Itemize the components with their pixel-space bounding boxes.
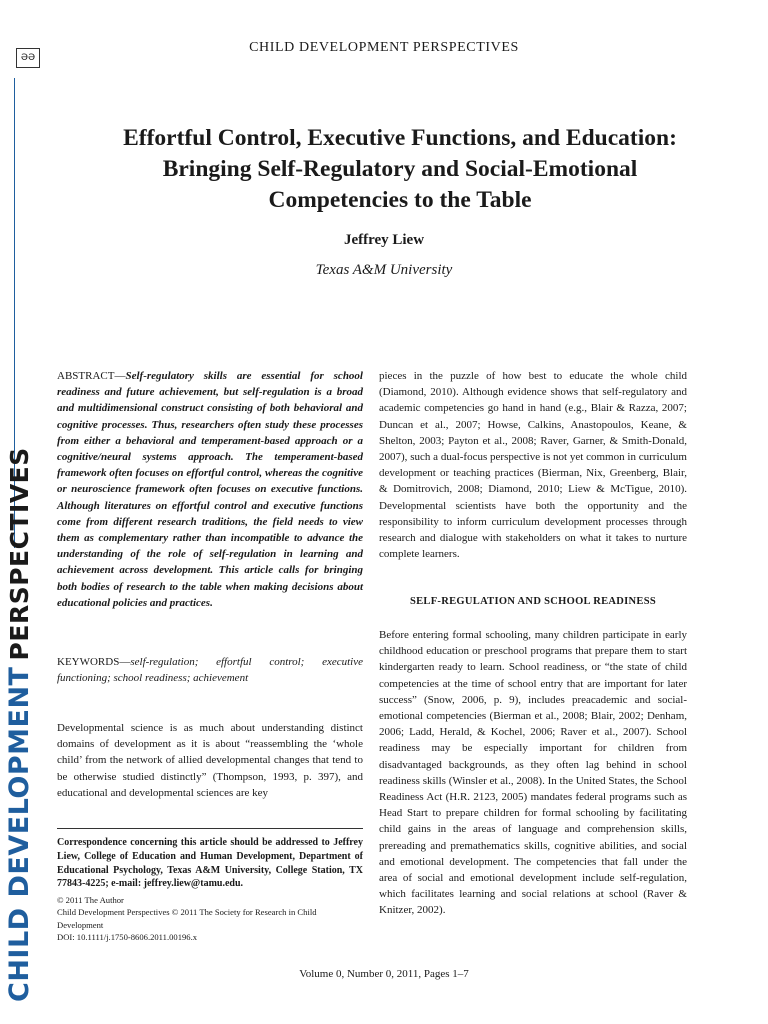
- article-title: [60, 123, 740, 216]
- doi-line: DOI: 10.1111/j.1750-8606.2011.00196.x: [57, 932, 198, 943]
- correspondence-text: Correspondence concerning this article should be addressed to Jeffrey Liew, College of Education and Human Development, Department of Educational Psychology, Texas A&M University, College Station, TX 77843-4225; e-mail: jeffrey.liew@tamu.edu.: [57, 837, 363, 890]
- right-paragraph-2: [379, 627, 687, 919]
- abstract-text: Self-regulatory skills are essential for school readiness and future achievement, but self-regulation is a broad and multidimensional construct consisting of both behavioral and cognitive processes. Thus, researchers often study these processes from either a behavioral and temperament-based approach or a cognitive/neural systems approach. The temperament-based framework often focuses on effortful control, whereas the cognitive or neuroscience framework often focuses on executive functions. Although literatures on effortful control and executive functions come from different research traditions, the field needs to view them as complementary rather than incompatible to advance the understanding of the role of self-regulation in learning and achievement across development. This article calls for bringing both bodies of research to the table when making decisions about educational policies and practices.: [57, 370, 363, 609]
- title-line-3: Competencies to the Table: [268, 187, 532, 213]
- author-affiliation: Texas A&M University: [315, 262, 453, 278]
- keywords-label: KEYWORDS—: [57, 656, 131, 668]
- title-line-2: Bringing Self-Regulatory and Social-Emotional: [162, 156, 638, 182]
- section-heading: SELF-REGULATION AND SCHOOL READINESS: [409, 596, 657, 607]
- right-paragraph-1-text: pieces in the puzzle of how best to educate the whole child (Diamond, 2010). Although evidence shows that self-regulatory and academic competencies go hand in hand (e.g., Blair & Razza, 2007; Duncan et al., 2007; Howse, Calkins, Anastopoulos, Keane, & Shelton, 2003; Payton et al., 2008; Raver, Garner, & Smith-Donald, 2007), such a dual-focus perspective is not yet common in curriculum development or teaching practices (Bierman, Nix, Greenberg, Blair, & Domitrovich, 2008; Diamond, 2010; Liew & McTigue, 2010). Developmental scientists have both the opportunity and the responsibility to inform curriculum development processes through research and dialogue with stakeholders on what it takes to nurture complete learners.: [379, 370, 687, 561]
- running-head: CHILD DEVELOPMENT PERSPECTIVES: [249, 40, 519, 55]
- title-line-1: Effortful Control, Executive Functions, and Education:: [123, 125, 677, 151]
- keywords: [57, 654, 363, 686]
- abstract-label: ABSTRACT—: [57, 370, 126, 382]
- page-footer: Volume 0, Number 0, 2011, Pages 1–7: [299, 968, 469, 980]
- intro-paragraph: [57, 720, 363, 801]
- vertical-journal-name-part1: CHILD DEVELOPMENT: [4, 666, 35, 1002]
- author-name: Jeffrey Liew: [343, 232, 425, 248]
- footnote-rule: [57, 828, 363, 829]
- intro-text: Developmental science is as much about understanding distinct domains of development as it is about “reassembling the ‘whole child’ from the network of allied developmental changes that tend to be otherwise studied distinctly” (Thompson, 1993, p. 397), and educational and developmental sciences are key: [57, 722, 363, 799]
- copyright-block: [57, 894, 363, 944]
- vertical-journal-name: [6, 447, 33, 1002]
- right-paragraph-1: [379, 368, 687, 562]
- keywords-text: self-regulation; effortful control; executive functioning; school readiness; achievement: [57, 656, 363, 685]
- copyright-line-1: © 2011 The Author: [57, 895, 124, 905]
- vertical-journal-name-part2: PERSPECTIVES: [5, 447, 34, 661]
- copyright-line-2: Child Development Perspectives © 2011 The Society for Research in Child Development: [57, 907, 317, 930]
- correspondence-note: [57, 836, 363, 891]
- abstract: [57, 368, 363, 611]
- journal-logo: ƏƏ: [16, 48, 40, 68]
- right-paragraph-2-text: Before entering formal schooling, many children participate in early childhood education or preschool programs that prepare them to start kindergarten ready to learn. School readiness, or “the state of child competencies at the time of school entry that are important for later success” (Snow, 2006, p. 9), includes preacademic and social-emotional competencies (Bierman et al., 2008; Blair, 2002; Denham, 2006; Ladd, Herald, & Kochel, 2006; Raver et al., 2007). School readiness may be especially important for children from disadvantaged backgrounds, as they often lag behind in school readiness skills (Winsler et al., 2008). In the United States, the School Readiness Act (H.R. 2123, 2005) mandates federal programs such as Head Start to prepare children for formal schooling by facilitating child gains in the areas of language and comprehension skills, prereading and premathematics skills, cognitive abilities, and social and emotional development. The competencies that fall under the area of social and emotional development include self-regulation, which facilitates learning and social relations at school (Raver & Knitzer, 2002).: [379, 629, 687, 917]
